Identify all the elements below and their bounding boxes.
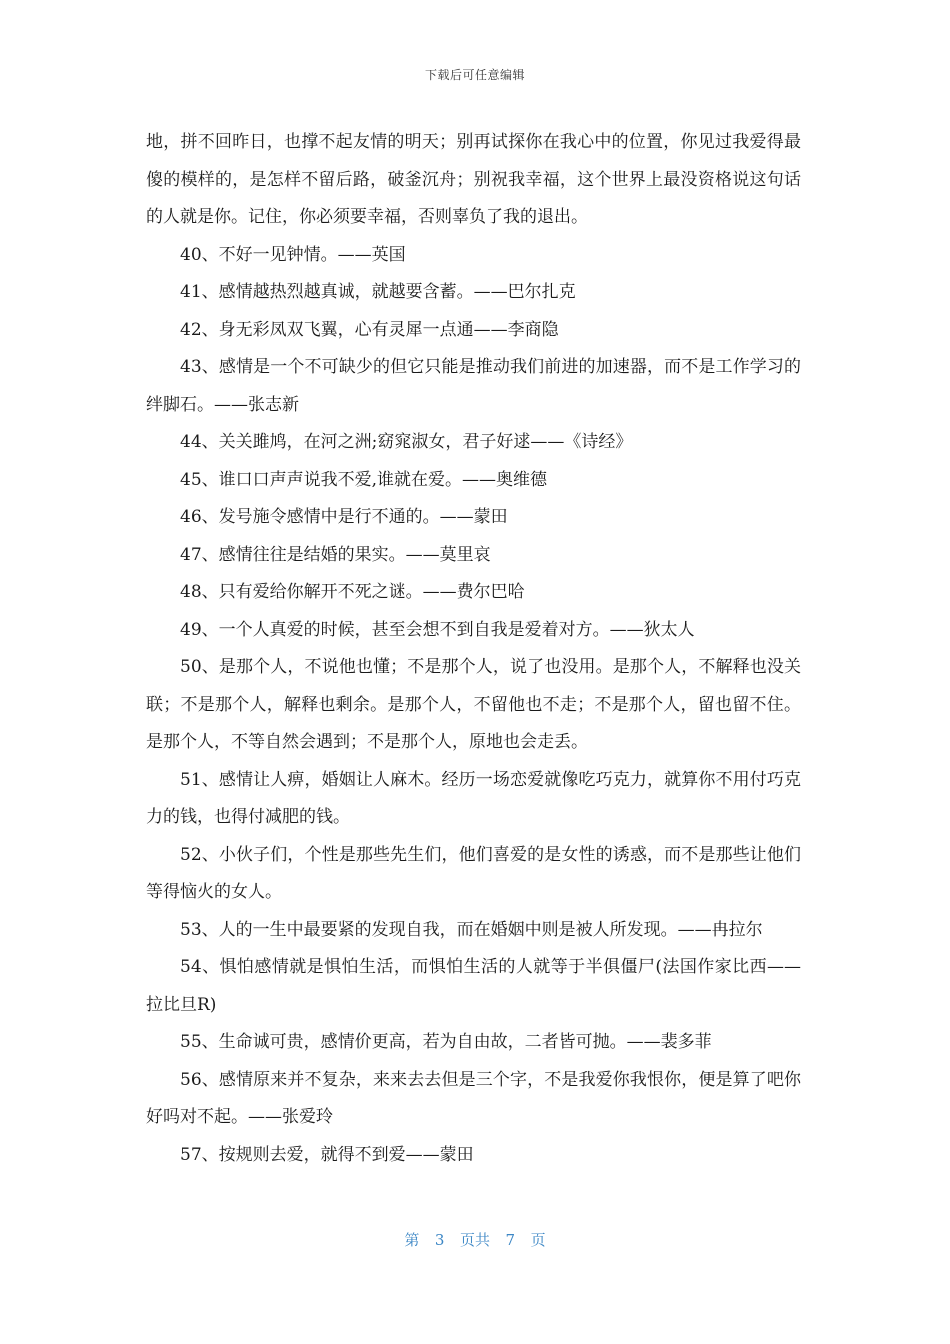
paragraph: 46、发号施令感情中是行不通的。——蒙田	[180, 507, 508, 527]
paragraph: 44、关关雎鸠，在河之洲;窈窕淑女，君子好逑——《诗经》	[180, 432, 633, 452]
paragraph: 51、感情让人痹，婚姻让人麻木。经历一场恋爱就像吃巧克力，就算你不用付巧克力的钱，也得付减肥的钱。	[146, 769, 801, 827]
paragraph: 50、是那个人，不说他也懂；不是那个人，说了也没用。是那个人，不解释也没关联；不是那个人，解释也剩余。是那个人，不留他也不走；不是那个人，留也留不住。是那个人，不等自然会遇到；不是那个人，原地也会走丢。	[146, 657, 801, 752]
paragraph: 57、按规则去爱，就得不到爱——蒙田	[180, 1144, 474, 1165]
paragraph: 47、感情往往是结婚的果实。——莫里哀	[180, 544, 491, 565]
paragraph: 53、人的一生中最要紧的发现自我，而在婚姻中则是被人所发现。——冉拉尔	[180, 919, 763, 940]
paragraph: 49、一个人真爱的时候，甚至会想不到自我是爱着对方。——狄太人	[180, 619, 695, 640]
paragraph: 56、感情原来并不复杂，来来去去但是三个字，不是我爱你我恨你，便是算了吧你好吗对不起。——张爱玲	[146, 1069, 801, 1127]
paragraph: 42、身无彩凤双飞翼，心有灵犀一点通——李商隐	[180, 319, 559, 340]
paragraph: 41、感情越热烈越真诚，就越要含蓄。——巴尔扎克	[180, 282, 576, 302]
document-body	[146, 124, 801, 1174]
paragraph: 54、惧怕感情就是惧怕生活，而惧怕生活的人就等于半俱僵尸(法国作家比西——拉比旦R)	[146, 957, 801, 1015]
paragraph: 48、只有爱给你解开不死之谜。——费尔巴哈	[180, 582, 525, 602]
paragraph: 55、生命诚可贵，感情价更高，若为自由故，二者皆可抛。——裴多菲	[180, 1032, 712, 1052]
page-header: 下载后可任意编辑	[424, 68, 525, 82]
paragraph: 52、小伙子们，个性是那些先生们，他们喜爱的是女性的诱惑，而不是那些让他们等得恼火的女人。	[146, 844, 801, 902]
paragraph: 地，拼不回昨日，也撑不起友情的明天；别再试探你在我心中的位置，你见过我爱得最傻的模样的，是怎样不留后路，破釜沉舟；别祝我幸福，这个世界上最没资格说这句话的人就是你。记住，你必须要幸福，否则辜负了我的退出。	[146, 132, 801, 227]
paragraph: 40、不好一见钟情。——英国	[180, 244, 406, 265]
paragraph: 43、感情是一个不可缺少的但它只能是推动我们前进的加速器，而不是工作学习的绊脚石。——张志新	[146, 357, 801, 415]
paragraph: 45、谁口口声声说我不爱,谁就在爱。——奥维德	[180, 469, 548, 490]
page-footer: 第 3 页共 7 页	[404, 1231, 546, 1249]
